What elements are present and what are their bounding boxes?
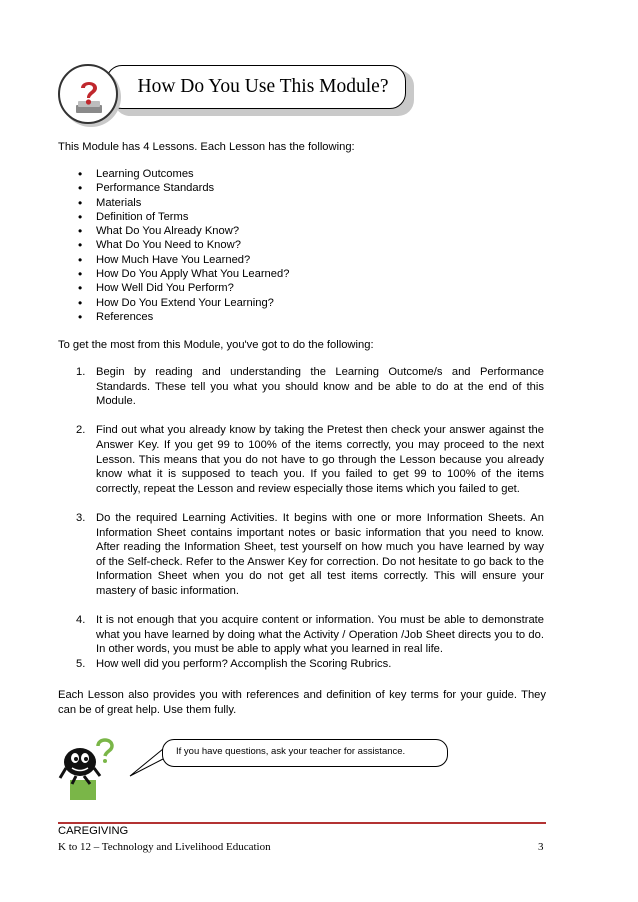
list-item: • Materials [78, 196, 548, 210]
step-text: It is not enough that you acquire content or information. You must be able to demonstrate what you have learned by doing what the Activity / Operation /Job Sheet directs you to do. In other words, you must be able to apply what you learned in real life. [96, 614, 544, 656]
list-item: • How Do You Extend Your Learning? [78, 296, 548, 310]
callout-message: If you have questions, ask your teacher for assistance. [176, 746, 406, 757]
step-item [76, 613, 544, 657]
steps-list [76, 365, 544, 686]
list-item: • Learning Outcomes [78, 167, 548, 181]
step-number: 1. [76, 366, 86, 378]
question-mark-icon [72, 75, 106, 117]
list-item: • References [78, 310, 548, 324]
footer-program: K to 12 – Technology and Livelihood Education [58, 841, 271, 853]
step-text: Begin by reading and understanding the Learning Outcome/s and Performance Standards. These tell you what you should know and be able to do at the end of this Module. [96, 366, 544, 408]
footer-subject: CAREGIVING [58, 825, 129, 837]
callout [128, 739, 450, 777]
step-item [76, 511, 544, 599]
get-most-text: To get the most from this Module, you've got to do the following: [58, 339, 374, 351]
thinking-mascot-icon [58, 738, 138, 802]
mascot [58, 738, 138, 802]
step-number: 4. [76, 614, 86, 627]
step-number: 5. [76, 657, 86, 670]
step-text: Find out what you already know by taking the Pretest then check your answer against the Answer Key. If you get 99 to 100% of the items correctly, you may proceed to the next Lesson. This means that you do not have to go through the Lesson because you already know what it is supposed to teach you. If you failed to get 99 to 100% of the items correctly, repeat the Lesson and review especially those items which you failed to get. [96, 424, 544, 495]
step-item [76, 365, 544, 409]
step-item [76, 657, 544, 672]
footer-rule [58, 822, 546, 824]
list-item: • What Do You Already Know? [78, 224, 548, 238]
step-text: Do the required Learning Activities. It begins with one or more Information Sheets. An Information Sheet contains important notes or basic information that you need to know. After reading the Information Sheet, test yourself on how much you have learned by way of the Self-check. Refer to the Answer Key for correction. Do not hesitate to go back to the Information Sheet when you do not get all test items correctly. This will ensure your mastery of basic information. [96, 511, 544, 597]
step-number: 3. [76, 511, 86, 524]
step-text: How well did you perform? Accomplish the Scoring Rubrics. [96, 657, 392, 670]
list-item: • What Do You Need to Know? [78, 238, 548, 252]
list-item: • Definition of Terms [78, 210, 548, 224]
section-header [58, 62, 418, 130]
step-number: 2. [76, 424, 86, 437]
list-item: • How Do You Apply What You Learned? [78, 267, 548, 281]
header-icon-circle [58, 64, 118, 124]
intro-text: This Module has 4 Lessons. Each Lesson has the following: [58, 141, 355, 153]
page-number: 3 [538, 841, 544, 853]
section-title: How Do You Use This Module? [137, 76, 389, 97]
lesson-parts-list [78, 167, 548, 324]
closing-text: Each Lesson also provides you with references and definition of key terms for your guide. They can be of great help. Use them fully. [58, 689, 546, 716]
list-item: • How Well Did You Perform? [78, 281, 548, 295]
step-item [76, 423, 544, 496]
list-item: • Performance Standards [78, 181, 548, 195]
list-item: • How Much Have You Learned? [78, 253, 548, 267]
